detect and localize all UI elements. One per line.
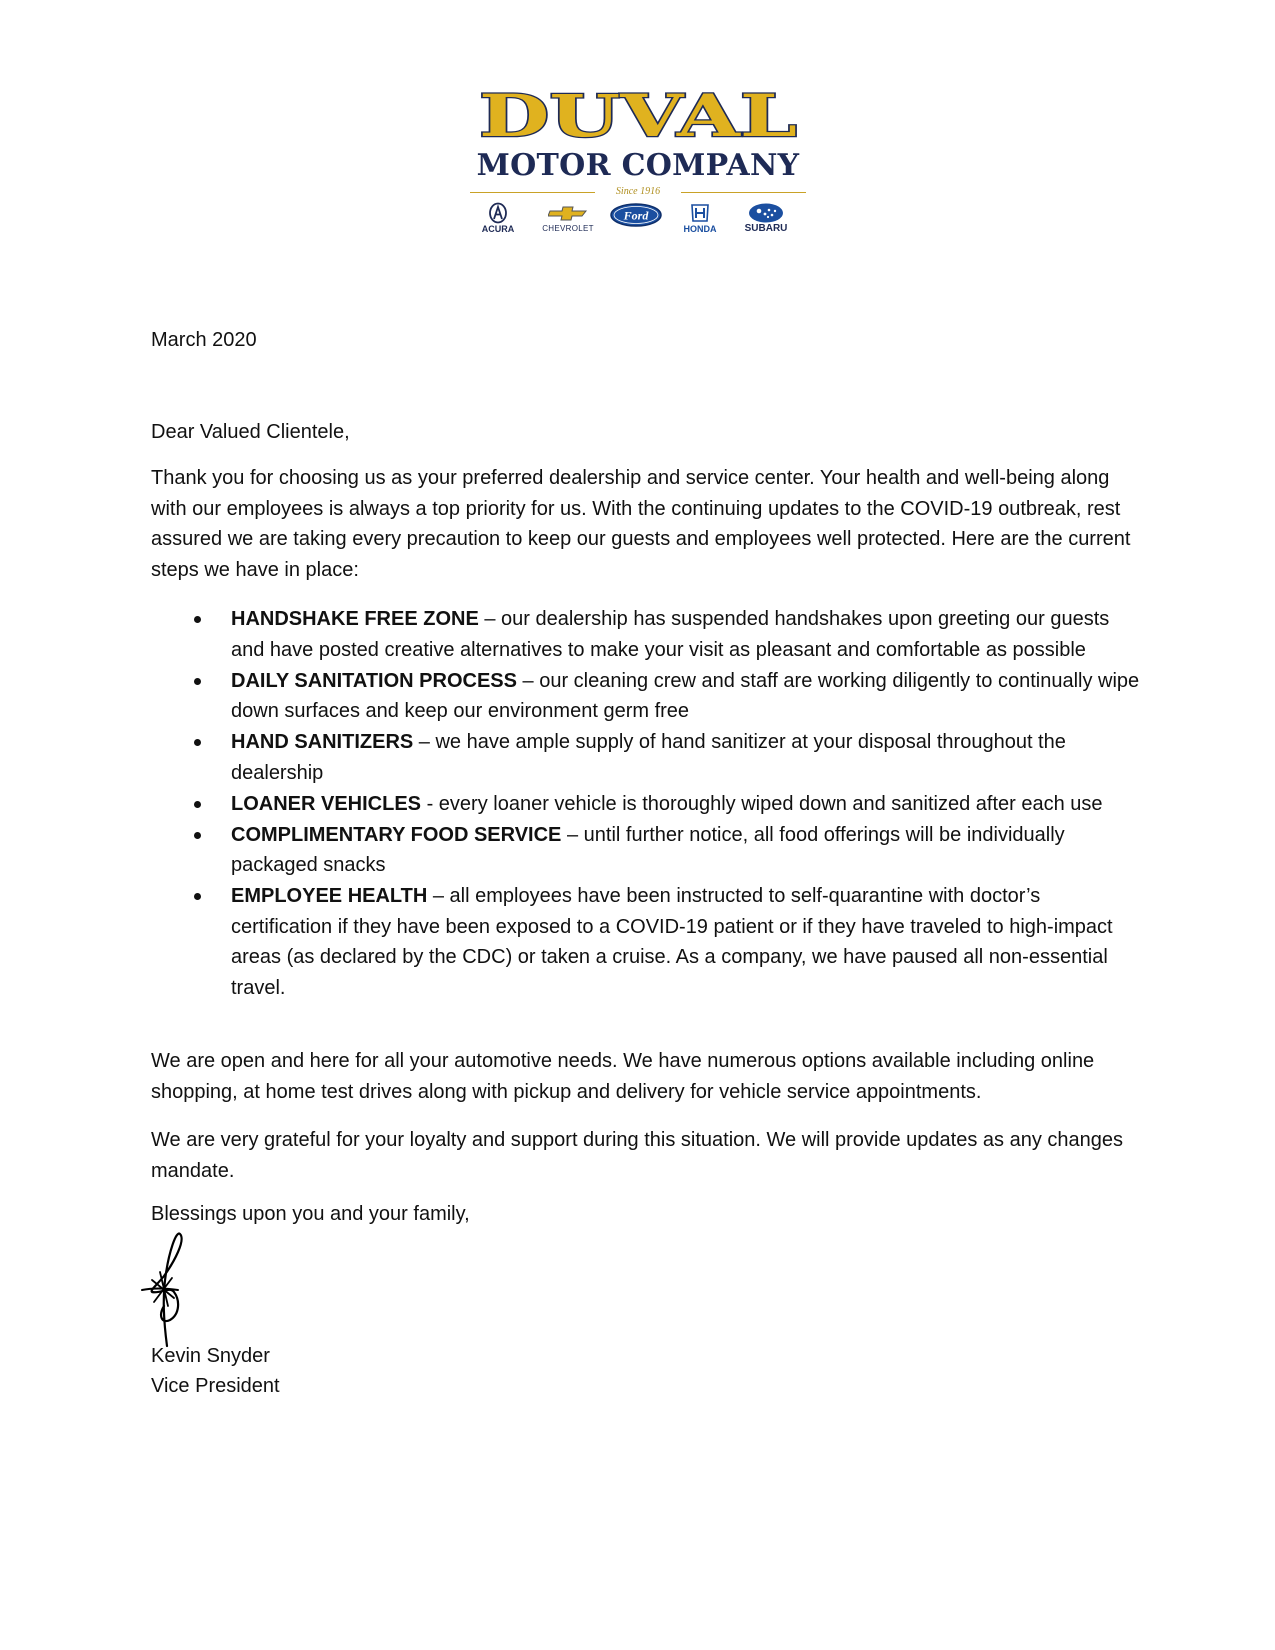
since-line bbox=[470, 185, 806, 199]
subaru-stars-icon bbox=[747, 202, 785, 224]
closing-line: Blessings upon you and your family, bbox=[151, 1203, 470, 1225]
list-item-title: COMPLIMENTARY FOOD SERVICE bbox=[231, 823, 562, 846]
brand-honda bbox=[668, 202, 732, 234]
list-item-title: HAND SANITIZERS bbox=[231, 731, 414, 753]
brand-subaru bbox=[734, 202, 798, 234]
letter-date: March 2020 bbox=[151, 329, 257, 351]
brand-acura bbox=[466, 202, 530, 234]
brand-name: HONDA bbox=[683, 224, 717, 234]
ford-oval-icon bbox=[609, 202, 663, 228]
bullet-icon bbox=[194, 678, 201, 685]
bullet-icon bbox=[194, 832, 201, 839]
list-item-text: – all employees have been instructed to self-quarantine with doctor’s certification if they have been exposed to a COVID-19 patient or if they have traveled to high-impact areas (as declared by the CDC) or taken a cruise. As a company, we have paused all non-essential travel. bbox=[231, 885, 1113, 999]
bullet-icon bbox=[194, 893, 201, 900]
list-item-text: - every loaner vehicle is thoroughly wiped down and sanitized after each use bbox=[421, 792, 1103, 815]
list-item bbox=[151, 666, 1141, 727]
grateful-paragraph: We are very grateful for your loyalty and support during this situation. We will provide updates as any changes mandate. bbox=[151, 1129, 1124, 1182]
list-item-text: – we have ample supply of hand sanitizer at your disposal throughout the dealership bbox=[231, 731, 1066, 784]
intro-paragraph: Thank you for choosing us as your preferred dealership and service center. Your health and well-being along with our employees is always a top priority for us. With the continuing updates to the COVID-19 outbreak, rest assured we are taking every precaution to keep our guests and employees well protected. Here are the current steps we have in place: bbox=[151, 467, 1131, 581]
list-item bbox=[151, 789, 1141, 820]
signer-title: Vice President bbox=[151, 1375, 280, 1397]
signature-scribble bbox=[140, 1228, 220, 1353]
duval-logo-text: DUVAL bbox=[479, 84, 797, 150]
ford-script: Ford bbox=[623, 208, 649, 223]
since-text: Since 1916 bbox=[615, 186, 661, 197]
list-item-text: – our cleaning crew and staff are working diligently to continually wipe down surfaces and keep our environment germ free bbox=[231, 669, 1140, 722]
brand-logos bbox=[470, 202, 806, 244]
letterhead bbox=[470, 84, 806, 244]
company-line: MOTOR COMPANY bbox=[476, 148, 800, 183]
bullet-icon bbox=[194, 739, 201, 746]
brand-name: ACURA bbox=[481, 224, 515, 234]
duval-logo bbox=[470, 84, 806, 150]
honda-h-icon bbox=[689, 202, 711, 224]
bullet-icon bbox=[194, 616, 201, 623]
list-item-title: HANDSHAKE FREE ZONE bbox=[231, 608, 479, 630]
list-item bbox=[151, 604, 1141, 665]
list-item bbox=[151, 820, 1141, 881]
bullet-icon bbox=[194, 801, 201, 808]
list-item bbox=[151, 881, 1141, 1003]
list-item-title: EMPLOYEE HEALTH bbox=[231, 885, 428, 907]
brand-name: SUBARU bbox=[744, 223, 788, 234]
precautions-list bbox=[151, 604, 1141, 1004]
chevrolet-bowtie-icon bbox=[548, 202, 588, 224]
divider-rule bbox=[681, 192, 806, 193]
list-item bbox=[151, 727, 1141, 788]
signer-name: Kevin Snyder bbox=[151, 1345, 270, 1367]
acura-icon bbox=[487, 202, 509, 224]
list-item-text: – until further notice, all food offerings will be individually packaged snacks bbox=[231, 823, 1065, 876]
list-item-title: DAILY SANITATION PROCESS bbox=[231, 669, 517, 692]
brand-name: CHEVROLET bbox=[542, 224, 594, 233]
brand-ford bbox=[604, 202, 668, 228]
salutation: Dear Valued Clientele, bbox=[151, 421, 350, 443]
brand-chevrolet bbox=[536, 202, 600, 234]
list-item-title: LOANER VEHICLES bbox=[231, 792, 422, 815]
open-paragraph: We are open and here for all your automotive needs. We have numerous options available including online shopping, at home test drives along with pickup and delivery for vehicle service appointments. bbox=[151, 1050, 1095, 1103]
divider-rule bbox=[470, 192, 595, 193]
list-item-text: – our dealership has suspended handshakes upon greeting our guests and have posted creative alternatives to make your visit as pleasant and comfortable as possible bbox=[231, 608, 1110, 661]
